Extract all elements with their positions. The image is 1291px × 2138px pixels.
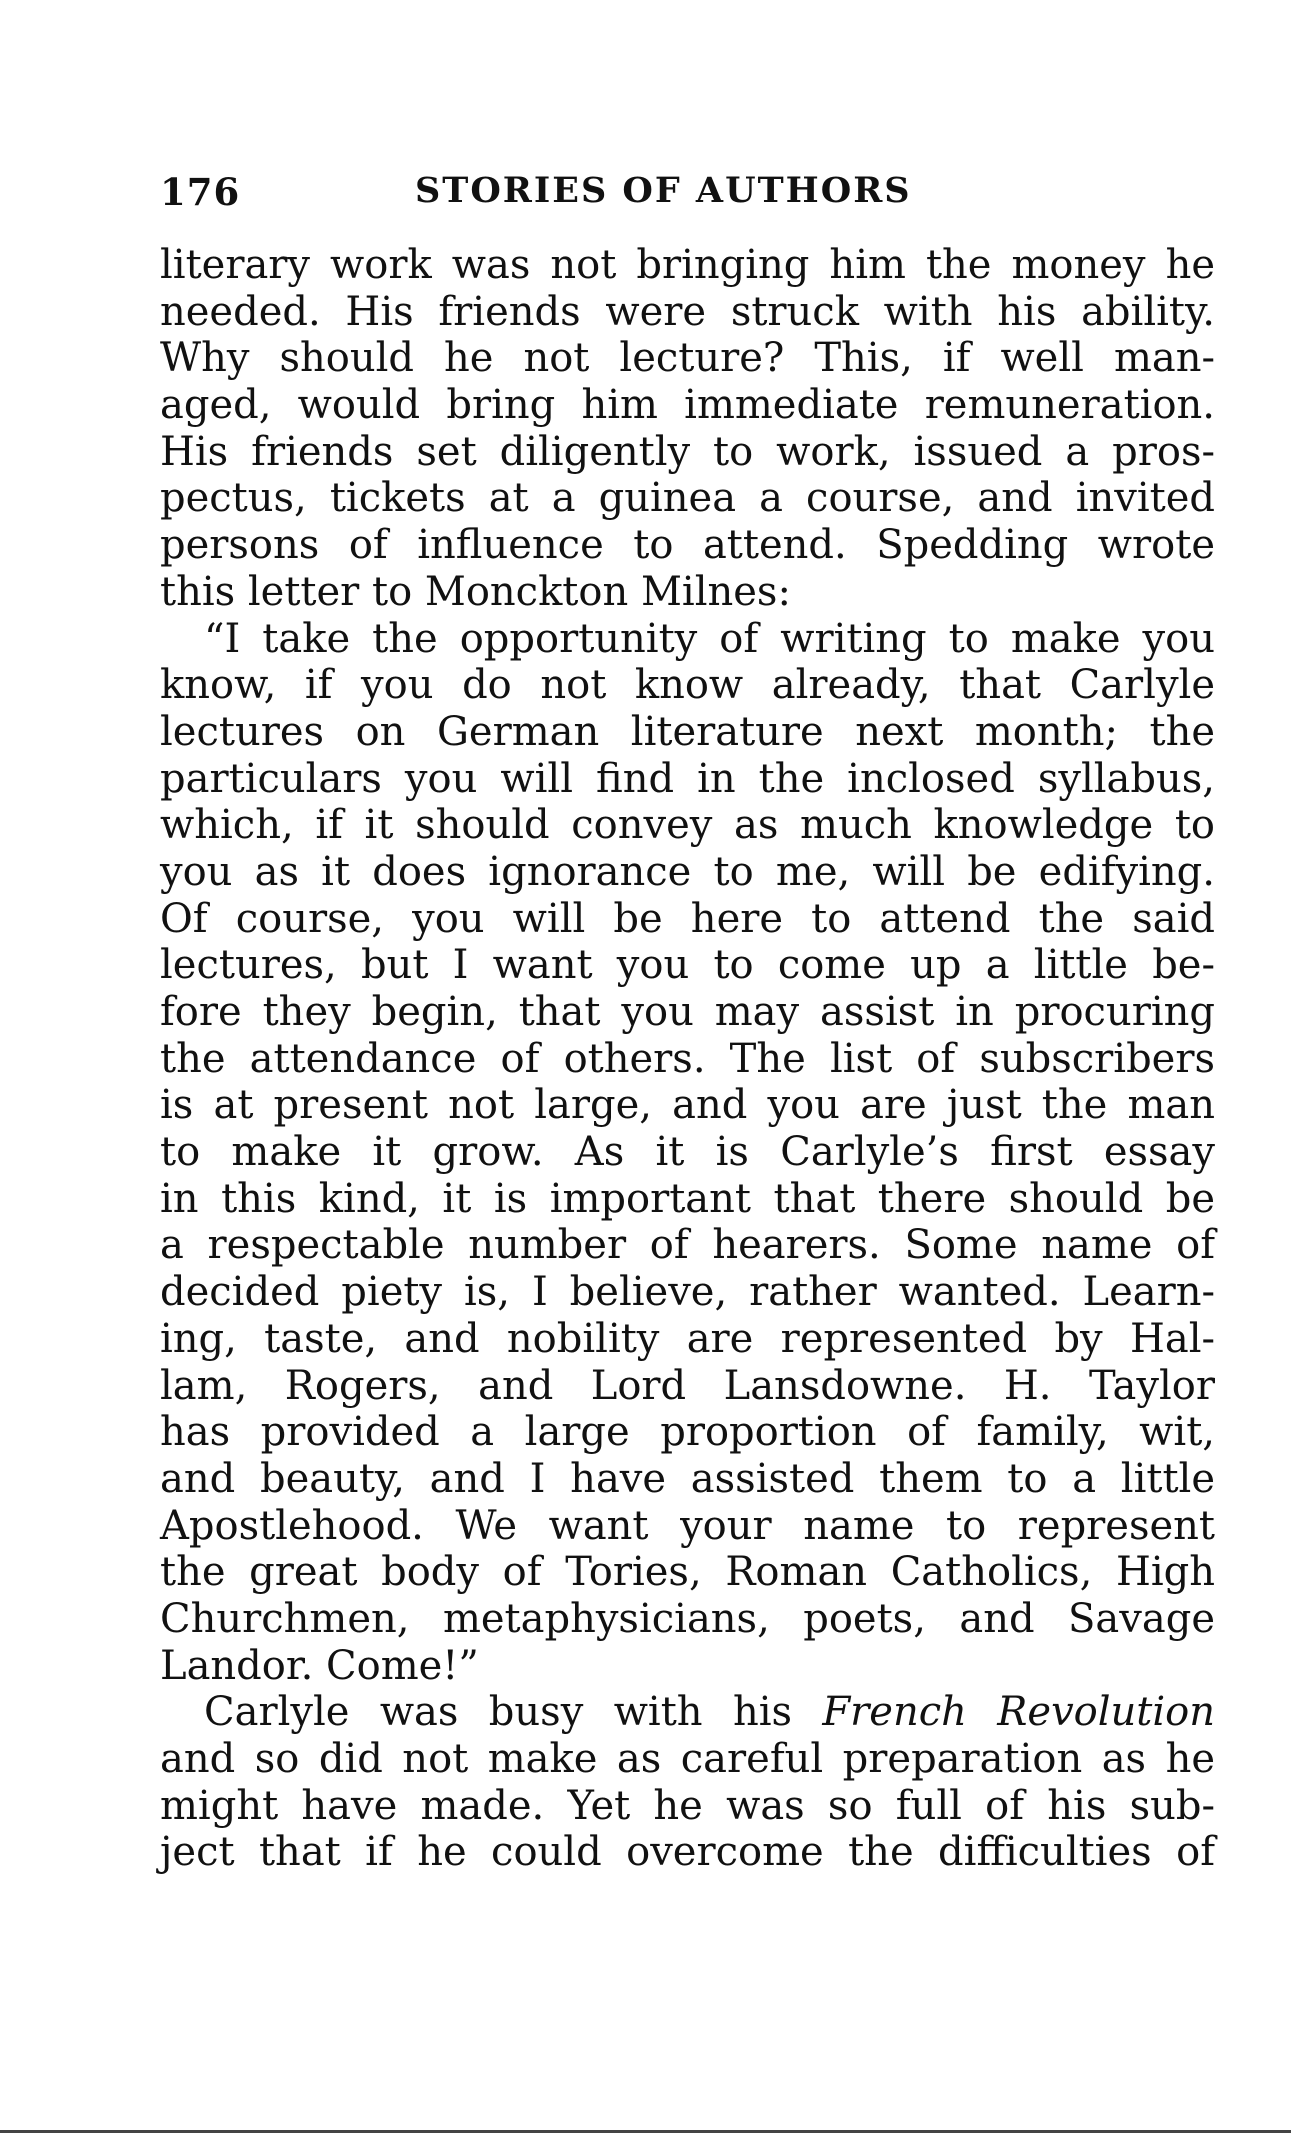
text-line: which, if it should convey as much knowledge to xyxy=(160,802,1215,849)
text-line: ing, taste, and nobility are represented by Hal- xyxy=(160,1315,1215,1362)
running-head xyxy=(160,170,1215,220)
paragraph xyxy=(160,1689,1215,1876)
text-line: aged, would bring him immediate remuneration. xyxy=(160,382,1215,429)
text-line: “I take the opportunity of writing to make you xyxy=(204,615,1215,662)
text-run: Carlyle was busy with his xyxy=(204,1689,793,1736)
text-line: particulars you will find in the inclosed syllabus, xyxy=(160,755,1215,802)
text-line: Landor. Come!” xyxy=(160,1642,479,1689)
text-line: lectures, but I want you to come up a little be- xyxy=(160,942,1215,989)
page-number: 176 xyxy=(160,170,241,214)
text-line: fore they begin, that you may assist in procuring xyxy=(160,989,1215,1035)
paragraph xyxy=(160,242,1215,616)
text-line: Of course, you will be here to attend the said xyxy=(160,895,1215,942)
text-line: might have made. Yet he was so full of his sub- xyxy=(160,1782,1215,1829)
text-line: know, if you do not know already, that Carlyle xyxy=(160,662,1215,709)
text-line: pectus, tickets at a guinea a course, and invited xyxy=(160,475,1215,522)
text-line: this letter to Monckton Milnes: xyxy=(160,568,791,615)
text-line: and so did not make as careful preparation as he xyxy=(160,1736,1215,1782)
text-line: Apostlehood. We want your name to represent xyxy=(160,1502,1215,1549)
text-line: is at present not large, and you are just the man xyxy=(160,1082,1215,1129)
book-title-italic: French Revolution xyxy=(822,1689,1216,1736)
text-line: Churchmen, metaphysicians, poets, and Savage xyxy=(160,1595,1215,1642)
text-line: ject that if he could overcome the difficulties of xyxy=(160,1829,1215,1876)
text-line: persons of influence to attend. Spedding wrote xyxy=(160,522,1215,569)
text-line: literary work was not bringing him the money he xyxy=(160,242,1215,288)
quoted-letter xyxy=(160,616,1215,1690)
text-line: the great body of Tories, Roman Catholics, High xyxy=(160,1549,1215,1596)
text-line: His friends set diligently to work, issued a pros- xyxy=(160,428,1215,475)
text-line: Why should he not lecture? This, if well man- xyxy=(160,335,1215,382)
text-line: the attendance of others. The list of subscribers xyxy=(160,1035,1215,1082)
running-title: STORIES OF AUTHORS xyxy=(415,170,912,211)
body-text xyxy=(160,242,1215,1876)
text-line: in this kind, it is important that there should be xyxy=(160,1175,1215,1222)
text-line: needed. His friends were struck with his ability. xyxy=(160,288,1215,335)
text-line: has provided a large proportion of family, wit, xyxy=(160,1409,1215,1456)
text-line: lectures on German literature next month; the xyxy=(160,708,1215,755)
text-line: a respectable number of hearers. Some name of xyxy=(160,1222,1215,1269)
text-line: decided piety is, I believe, rather wanted. Learn- xyxy=(160,1269,1215,1316)
text-line xyxy=(160,1689,1215,1736)
text-line: to make it grow. As it is Carlyle’s first essay xyxy=(160,1129,1215,1176)
text-line: and beauty, and I have assisted them to a little xyxy=(160,1455,1215,1502)
page-bottom-edge xyxy=(0,2130,1291,2133)
text-line: you as it does ignorance to me, will be edifying. xyxy=(160,848,1215,895)
text-line: lam, Rogers, and Lord Lansdowne. H. Taylor xyxy=(160,1362,1215,1409)
